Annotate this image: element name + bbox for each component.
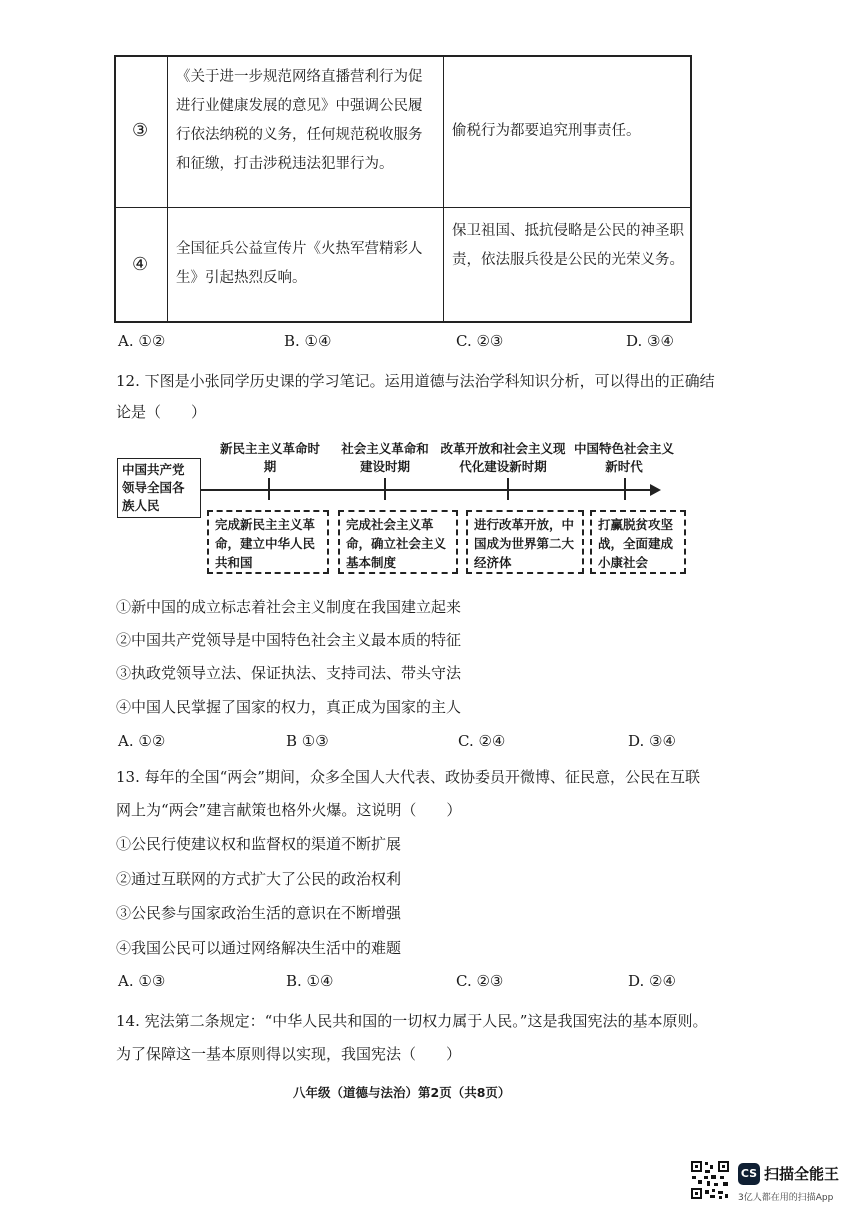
row-4-material: 全国征兵公益宣传片《火热军营精彩人生》引起热烈反响。 xyxy=(176,241,423,286)
timeline-tick-2 xyxy=(384,478,386,500)
q13-option-b[interactable]: B. ①④ xyxy=(286,972,334,990)
timeline-tick-3 xyxy=(507,478,509,500)
q13-item-1: ①公民行使建议权和监督权的渠道不断扩展 xyxy=(116,835,402,853)
q13-stem-line-1: 13. 每年的全国“两会”期间，众多全国人大代表、政协委员开微博、征民意，公民在互联 xyxy=(116,768,700,786)
q13-option-d[interactable]: D. ②④ xyxy=(628,972,676,990)
q12-option-b[interactable]: B ①③ xyxy=(286,732,329,750)
period-label-1: 新民主主义革命时期 xyxy=(220,441,321,474)
timeline-start-box: 中国共产党领导全国各族人民 xyxy=(117,458,201,518)
row-4-view: 保卫祖国、抵抗侵略是公民的神圣职责，依法服兵役是公民的光荣义务。 xyxy=(452,223,684,268)
q11-option-d[interactable]: D. ③④ xyxy=(626,332,674,350)
period-note-3: 进行改革开放，中国成为世界第二大经济体 xyxy=(466,510,584,574)
q13-item-3: ③公民参与国家政治生活的意识在不断增强 xyxy=(116,904,402,922)
q12-item-1: ①新中国的成立标志着社会主义制度在我国建立起来 xyxy=(116,598,462,616)
row-3-view: 偷税行为都要追究刑事责任。 xyxy=(452,123,641,139)
q12-stem-line-1: 12. 下图是小张同学历史课的学习笔记。运用道德与法治学科知识分析，可以得出的正确结 xyxy=(116,372,715,390)
period-label-4: 中国特色社会主义新时代 xyxy=(573,441,674,474)
q13-option-a[interactable]: A. ①③ xyxy=(118,972,166,990)
page-footer: 八年级（道德与法治）第2页（共8页） xyxy=(293,1085,511,1100)
q12-item-3: ③执政党领导立法、保证执法、支持司法、带头守法 xyxy=(116,664,462,682)
q12-option-c[interactable]: C. ②④ xyxy=(458,732,506,750)
row-4-number: ④ xyxy=(132,254,149,275)
period-label-2: 社会主义革命和建设时期 xyxy=(341,441,429,474)
timeline-tick-4 xyxy=(624,478,626,500)
q11-option-a[interactable]: A. ①② xyxy=(118,332,166,350)
period-note-1: 完成新民主主义革命，建立中华人民共和国 xyxy=(207,510,329,574)
timeline-arrowhead xyxy=(650,484,661,496)
row-3-number: ③ xyxy=(132,120,149,141)
q12-item-4: ④中国人民掌握了国家的权力，真正成为国家的主人 xyxy=(116,698,462,716)
q12-item-2: ②中国共产党领导是中国特色社会主义最本质的特征 xyxy=(116,631,462,649)
q13-stem-line-2: 网上为“两会”建言献策也格外火爆。这说明（ ） xyxy=(116,801,462,819)
q12-option-d[interactable]: D. ③④ xyxy=(628,732,676,750)
camscanner-logo-icon: CS xyxy=(738,1163,760,1185)
q14-stem-line-2: 为了保障这一基本原则得以实现，我国宪法（ ） xyxy=(116,1045,462,1063)
scanner-tagline: 3亿人都在用的扫描App xyxy=(738,1193,834,1203)
q13-option-c[interactable]: C. ②③ xyxy=(456,972,504,990)
q14-stem-line-1: 14. 宪法第二条规定：“中华人民共和国的一切权力属于人民。”这是我国宪法的基本原则。 xyxy=(116,1012,708,1030)
q11-option-b[interactable]: B. ①④ xyxy=(284,332,332,350)
q12-stem-line-2: 论是（ ） xyxy=(116,403,207,421)
q12-option-a[interactable]: A. ①② xyxy=(118,732,166,750)
period-label-3: 改革开放和社会主义现代化建设新时期 xyxy=(440,441,566,474)
period-note-4: 打赢脱贫攻坚战，全面建成小康社会 xyxy=(590,510,686,574)
q11-table xyxy=(114,55,692,323)
timeline-tick-1 xyxy=(268,478,270,500)
q13-item-2: ②通过互联网的方式扩大了公民的政治权利 xyxy=(116,870,402,888)
q13-item-4: ④我国公民可以通过网络解决生活中的难题 xyxy=(116,939,402,957)
period-note-2: 完成社会主义革命，确立社会主义基本制度 xyxy=(338,510,458,574)
scanner-app-name: 扫描全能王 xyxy=(764,1165,840,1183)
qr-code-icon xyxy=(690,1160,730,1200)
q11-option-c[interactable]: C. ②③ xyxy=(456,332,504,350)
row-3-material: 《关于进一步规范网络直播营利行为促进行业健康发展的意见》中强调公民履行依法纳税的义务，任何规范税收服务和征缴，打击涉税违法犯罪行为。 xyxy=(176,69,423,172)
